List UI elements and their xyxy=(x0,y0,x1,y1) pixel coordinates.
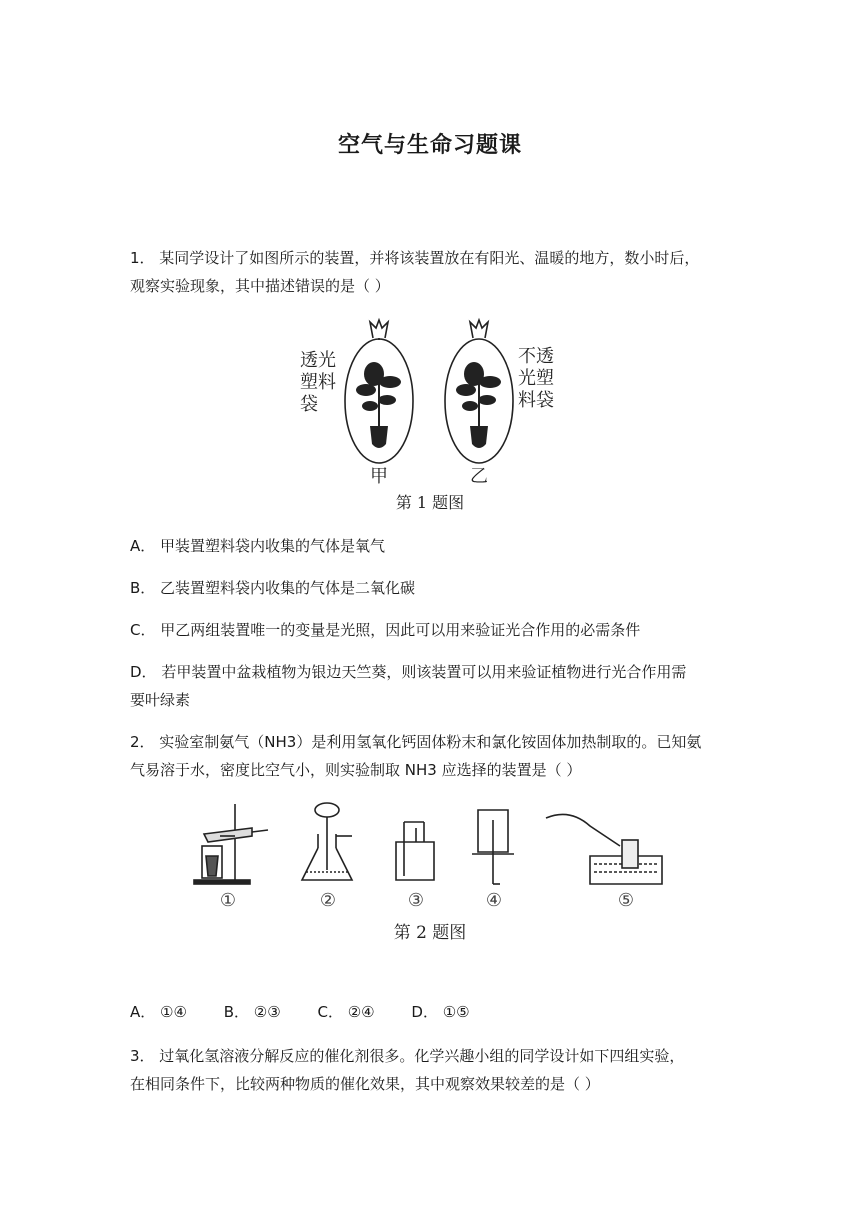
left-label-line-1: 透光 xyxy=(300,350,336,371)
question-3-stem-line-1: 3． 过氧化氢溶液分解反应的催化剂很多。化学兴趣小组的同学设计如下四组实验， xyxy=(130,1047,685,1065)
right-label-line-2: 光塑 xyxy=(518,368,554,389)
question-2-option-c: C． ②④ xyxy=(317,1003,375,1021)
figure-1-caption: 第 1 题图 xyxy=(395,493,465,512)
figure-2-caption: 第 2 题图 xyxy=(393,923,467,943)
right-label-line-1: 不透 xyxy=(518,346,554,367)
apparatus-label-5: ⑤ xyxy=(617,890,635,911)
question-1-option-b: B． 乙装置塑料袋内收集的气体是二氧化碳 xyxy=(130,579,416,597)
plant-jia-icon xyxy=(356,362,401,448)
right-label-line-3: 料袋 xyxy=(518,390,554,411)
figure-2-apparatus xyxy=(190,798,670,948)
apparatus-1-heating-icon xyxy=(194,804,268,884)
left-label-line-3: 袋 xyxy=(300,394,318,415)
question-1-stem-line-1: 1． 某同学设计了如图所示的装置，并将该装置放在有阳光、温暖的地方，数小时后， xyxy=(130,249,700,267)
question-2-option-b: B． ②③ xyxy=(223,1003,281,1021)
question-2-options xyxy=(130,998,502,1026)
apparatus-4-inverted-bottle-icon xyxy=(472,810,514,884)
question-2-stem-line-2: 气易溶于水，密度比空气小，则实验制取 NH3 应选择的装置是（ ） xyxy=(130,761,582,779)
apparatus-5-water-trough-icon xyxy=(546,814,662,884)
apparatus-3-gas-bottle-icon xyxy=(396,822,434,880)
apparatus-label-1: ① xyxy=(219,890,237,911)
question-1-option-d-line-1: D． 若甲装置中盆栽植物为银边天竺葵，则该装置可以用来验证植物进行光合作用需 xyxy=(130,663,687,681)
page-title: 空气与生命习题课 xyxy=(337,133,522,158)
plant-yi-icon xyxy=(456,362,501,448)
question-1-option-a: A． 甲装置塑料袋内收集的气体是氧气 xyxy=(130,537,386,555)
question-3-stem-line-2: 在相同条件下，比较两种物质的催化效果，其中观察效果较差的是（ ） xyxy=(130,1075,600,1093)
question-1-option-d-line-2: 要叶绿素 xyxy=(130,691,191,709)
question-2-option-a: A． ①④ xyxy=(130,1003,187,1021)
question-1-stem-line-2: 观察实验现象，其中描述错误的是（ ） xyxy=(130,277,390,295)
figure-1-plant-bags xyxy=(290,316,570,516)
apparatus-label-4: ④ xyxy=(485,890,503,911)
apparatus-label-3: ③ xyxy=(407,890,425,911)
bag-jia-label: 甲 xyxy=(370,466,388,487)
question-2-stem-line-1: 2． 实验室制氨气（NH3）是利用氢氧化钙固体粉末和氯化铵固体加热制取的。已知氨 xyxy=(130,733,702,751)
figure-1-left-label xyxy=(300,350,336,415)
question-1-option-c: C． 甲乙两组装置唯一的变量是光照，因此可以用来验证光合作用的必需条件 xyxy=(130,621,641,639)
apparatus-2-flask-funnel-icon xyxy=(302,803,352,880)
question-2-option-d: D． ①⑤ xyxy=(411,1003,470,1021)
bag-yi-label: 乙 xyxy=(470,466,488,487)
apparatus-label-2: ② xyxy=(319,890,337,911)
figure-1-right-label xyxy=(518,346,554,411)
left-label-line-2: 塑料 xyxy=(300,372,336,393)
